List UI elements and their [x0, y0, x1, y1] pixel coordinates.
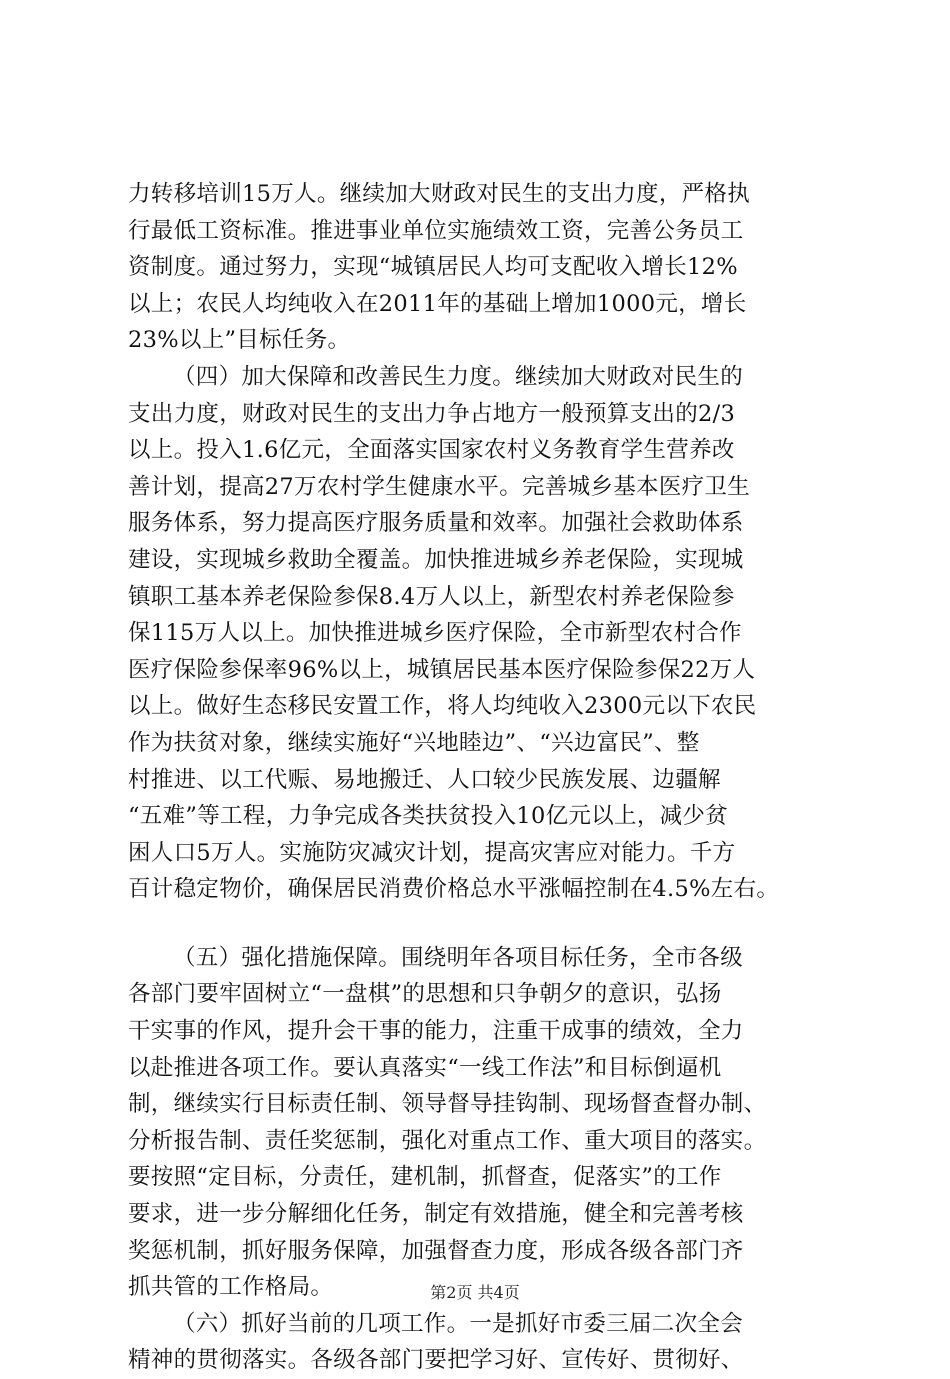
text-line: 干实事的作风，提升会干事的能力，注重干成事的绩效，全力 [128, 1018, 744, 1045]
text-line: 资制度。通过努力，实现“城镇居民人均可支配收入增长12% [128, 254, 738, 281]
text-line: 分析报告制、责任奖惩制，强化对重点工作、重大项目的落实。 [128, 1127, 767, 1154]
text-line: 作为扶贫对象，继续实施好“兴地睦边”、“兴边富民”、整 [128, 729, 700, 756]
text-line: 建设，实现城乡救助全覆盖。加快推进城乡养老保险，实现城 [128, 546, 744, 573]
text-line: 以上。做好生态移民安置工作，将人均纯收入2300元以下农民 [128, 693, 757, 720]
text-line: 各部门要牢固树立“一盘棋”的思想和只争朝夕的意识，弘扬 [128, 981, 722, 1008]
text-line: 要按照“定目标，分责任，建机制，抓督查，促落实”的工作 [128, 1164, 722, 1191]
text-line: 以上；农民人均纯收入在2011年的基础上增加1000元，增长 [128, 290, 747, 317]
text-line: “五难”等工程，力争完成各类扶贫投入10亿元以上，减少贫 [128, 803, 729, 830]
text-line: （四）加大保障和改善民生力度。继续加大财政对民生的 [173, 363, 744, 390]
text-line: 村推进、以工代赈、易地搬迁、人口较少民族发展、边疆解 [128, 766, 721, 793]
text-line: 医疗保险参保率96%以上，城镇居民基本医疗保险参保22万人 [128, 656, 756, 683]
text-line: 行最低工资标准。推进事业单位实施绩效工资，完善公务员工 [128, 217, 744, 244]
text-line: （六）抓好当前的几项工作。一是抓好市委三届二次全会 [173, 1310, 744, 1337]
text-line: 制，继续实行目标责任制、领导督导挂钩制、现场督查督办制、 [128, 1091, 767, 1118]
page-footer: 第2页 共4页 [430, 1283, 520, 1302]
text-line: 23%以上”目标任务。 [128, 327, 351, 354]
text-line: （五）强化措施保障。围绕明年各项目标任务，全市各级 [173, 944, 744, 971]
text-line: 以赴推进各项工作。要认真落实“一线工作法”和目标倒逼机 [128, 1054, 722, 1081]
text-line: 精神的贯彻落实。各级各部门要把学习好、宣传好、贯彻好、 [128, 1347, 744, 1374]
text-line: 服务体系，努力提高医疗服务质量和效率。加强社会救助体系 [128, 510, 744, 537]
text-line: 善计划，提高27万农村学生健康水平。完善城乡基本医疗卫生 [128, 473, 751, 500]
text-line: 抓共管的工作格局。 [128, 1274, 334, 1301]
text-line: 百计稳定物价，确保居民消费价格总水平涨幅控制在4.5%左右。 [128, 876, 780, 903]
text-line: 奖惩机制，抓好服务保障，加强督查力度，形成各级各部门齐 [128, 1237, 744, 1264]
text-line: 以上。投入1.6亿元，全面落实国家农村义务教育学生营养改 [128, 437, 735, 464]
text-line: 困人口5万人。实施防灾减灾计划，提高灾害应对能力。千方 [128, 839, 736, 866]
text-line: 要求，进一步分解细化任务，制定有效措施，健全和完善考核 [128, 1201, 744, 1228]
body-text [128, 176, 828, 1379]
text-line: 保115万人以上。加快推进城乡医疗保险，全市新型农村合作 [128, 620, 742, 647]
text-line: 镇职工基本养老保险参保8.4万人以上，新型农村养老保险参 [128, 583, 735, 610]
text-line: 力转移培训15万人。继续加大财政对民生的支出力度，严格执 [128, 181, 751, 207]
text-line: 支出力度，财政对民生的支出力争占地方一般预算支出的2/3 [128, 400, 736, 427]
paragraph-gap [128, 908, 828, 940]
